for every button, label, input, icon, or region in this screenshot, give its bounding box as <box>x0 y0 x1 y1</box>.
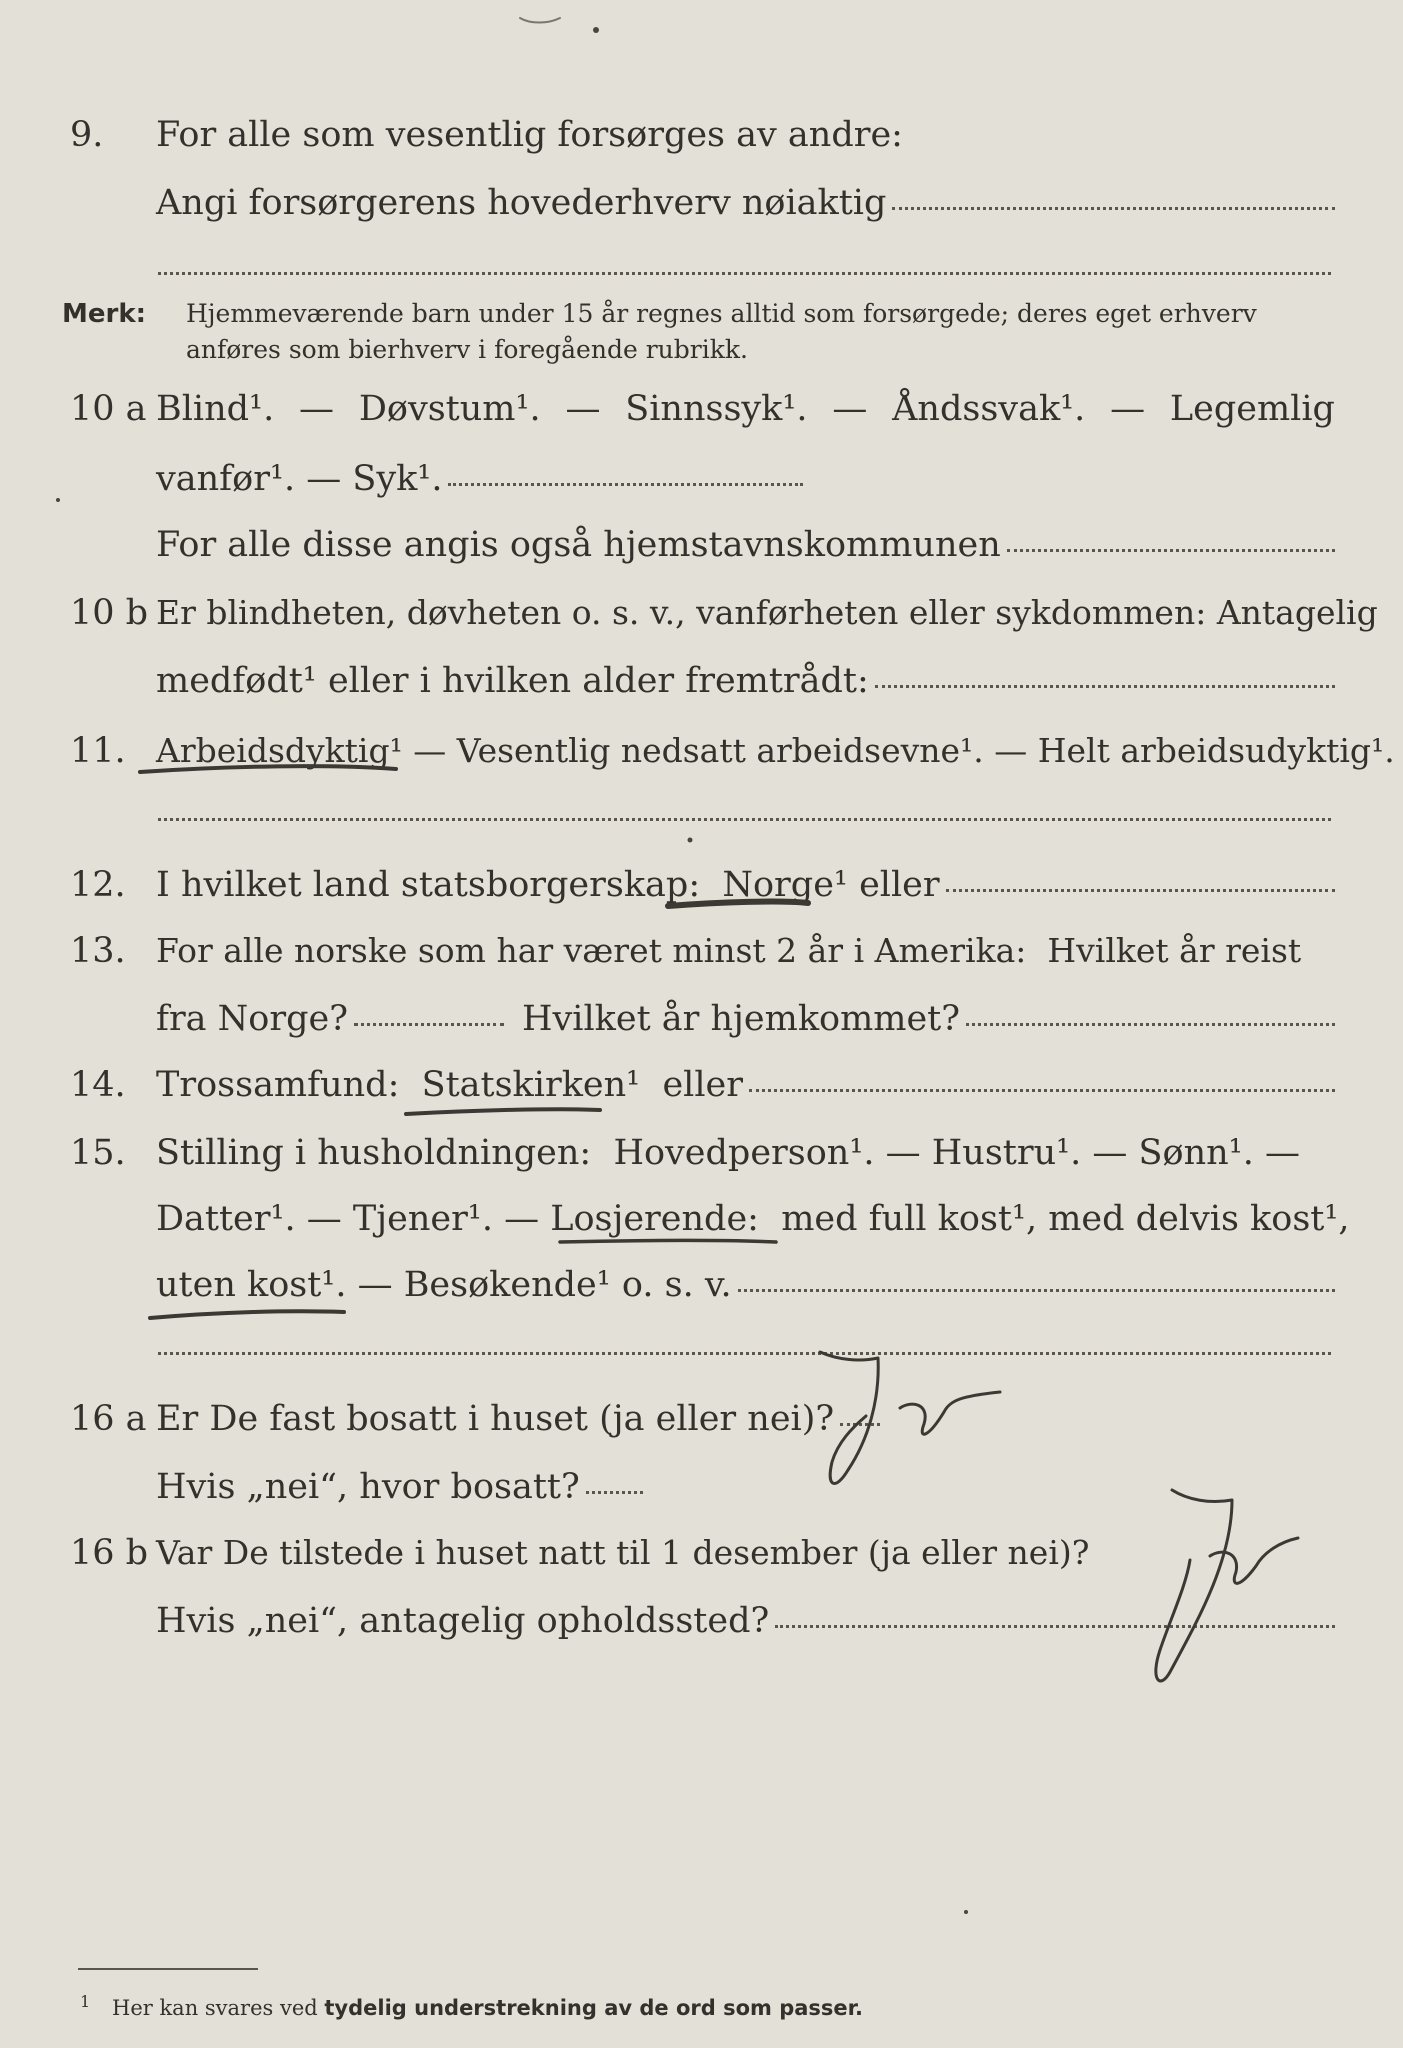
question-text: Angi forsørgerens hovederhverv nøiaktig <box>156 183 887 223</box>
question-text: Var De tilstede i huset natt til 1 desember (ja eller nei)? <box>156 1533 1090 1572</box>
option-statskirken[interactable]: Statskirken¹ <box>421 1065 641 1105</box>
answer-field[interactable] <box>775 1623 1335 1628</box>
question-text: fra Norge? <box>156 999 348 1039</box>
question-10a-row <box>0 386 1403 446</box>
question-text: Er De fast bosatt i huset (ja eller nei)? <box>156 1399 835 1439</box>
option-term[interactable]: Sinnssyk¹. <box>625 389 808 429</box>
question-text: eller <box>640 1065 743 1105</box>
dash-separator: — <box>299 389 335 429</box>
question-text: Trossamfund: <box>156 1065 422 1105</box>
question-10b-row-2 <box>0 658 1403 718</box>
answer-field[interactable] <box>738 1287 1335 1292</box>
question-16a-row <box>0 1396 1403 1456</box>
question-15-row-2 <box>0 1196 1403 1256</box>
question-9-answer-row <box>0 180 1403 240</box>
question-15-row-3 <box>0 1262 1403 1322</box>
option-term[interactable]: Legemlig <box>1169 389 1335 429</box>
question-text: — Besøkende¹ o. s. v. <box>346 1265 732 1305</box>
question-text: Datter¹. — Tjener¹. — <box>156 1199 551 1239</box>
question-12-row <box>0 862 1403 922</box>
question-10a-row-3 <box>0 522 1403 582</box>
question-number: 10 a <box>70 389 147 429</box>
question-text <box>156 386 1335 432</box>
answer-field[interactable] <box>892 205 1335 210</box>
option-arbeidsdyktig[interactable]: Arbeidsdyktig¹ <box>156 731 403 770</box>
answer-field[interactable] <box>354 1021 504 1026</box>
answer-field[interactable] <box>966 1021 1335 1026</box>
question-text: For alle disse angis også hjemstavnskommunen <box>156 525 1001 565</box>
option-term[interactable]: Åndssvak¹. <box>892 389 1086 429</box>
question-text: eller <box>847 865 940 905</box>
answer-field[interactable] <box>448 481 803 486</box>
question-text: Hvis „nei“, antagelig opholdssted? <box>156 1601 770 1641</box>
question-number: 11. <box>70 731 126 771</box>
question-text: Hvis „nei“, hvor bosatt? <box>156 1467 580 1507</box>
question-number: 12. <box>70 865 126 905</box>
answer-field[interactable] <box>158 272 1331 275</box>
question-10a-row-2 <box>0 456 1403 516</box>
question-text: For alle som vesentlig forsørges av andre: <box>156 115 903 155</box>
question-10b-row <box>0 590 1403 650</box>
question-text: Er blindheten, døvheten o. s. v., vanførheten eller sykdommen: Antagelig <box>156 593 1378 632</box>
question-text: vanfør¹. — Syk¹. <box>156 459 443 499</box>
question-text: For alle norske som har været minst 2 år i Amerika: Hvilket år reist <box>156 931 1302 970</box>
dash-separator: — <box>1110 389 1146 429</box>
answer-field[interactable] <box>158 1352 1331 1355</box>
question-9-row <box>0 112 1403 172</box>
question-text: Stilling i husholdningen: Hovedperson¹. — Hustru¹. — Sønn¹. — <box>156 1133 1300 1173</box>
option-norge[interactable]: Norge¹ <box>722 865 848 905</box>
question-number: 15. <box>70 1133 126 1173</box>
dash-separator: — <box>832 389 868 429</box>
answer-field[interactable] <box>875 683 1335 688</box>
question-number: 9. <box>70 115 104 155</box>
answer-field[interactable] <box>946 887 1335 892</box>
option-term[interactable]: Døvstum¹. <box>358 389 541 429</box>
answer-field[interactable] <box>158 818 1331 821</box>
option-uten-kost[interactable]: uten kost¹. <box>156 1265 347 1305</box>
option-losjerende[interactable]: Losjerende: <box>550 1199 759 1239</box>
question-number: 14. <box>70 1065 126 1105</box>
answer-field[interactable] <box>749 1087 1335 1092</box>
question-16b-row-2 <box>0 1598 1403 1658</box>
answer-field[interactable] <box>1007 547 1335 552</box>
question-text: med full kost¹, med delvis kost¹, <box>758 1199 1350 1239</box>
question-text: Hvilket år hjemkommet? <box>522 999 961 1039</box>
question-15-row <box>0 1130 1403 1190</box>
question-text: — Vesentlig nedsatt arbeidsevne¹. — Helt arbeidsudyktig¹. <box>402 731 1395 770</box>
question-text: medfødt¹ eller i hvilken alder fremtrådt: <box>156 661 869 701</box>
question-number: 10 b <box>70 593 149 633</box>
question-number: 13. <box>70 931 126 971</box>
question-number: 16 a <box>70 1399 147 1439</box>
question-13-row-2 <box>0 996 1403 1056</box>
answer-field[interactable] <box>586 1489 643 1494</box>
footnote: 1 Her kan svares ved tydelig understrekning av de ord som passer. <box>112 1994 863 2022</box>
note-text: Hjemmeværende barn under 15 år regnes alltid som forsørgede; deres eget erhverv anføres som bierhverv i foregående rubrikk. <box>186 299 1257 364</box>
question-text: I hvilket land statsborgerskap: <box>156 865 723 905</box>
option-term[interactable]: Blind¹. <box>156 389 275 429</box>
question-11-row <box>0 728 1403 788</box>
question-13-row <box>0 928 1403 988</box>
note-label: Merk: <box>62 299 147 329</box>
dash-separator: — <box>565 389 601 429</box>
answer-field[interactable] <box>840 1421 880 1426</box>
footnote-marker: 1 <box>80 1992 91 2011</box>
question-14-row <box>0 1062 1403 1122</box>
footnote-rule <box>78 1968 258 1970</box>
question-number: 16 b <box>70 1533 149 1573</box>
